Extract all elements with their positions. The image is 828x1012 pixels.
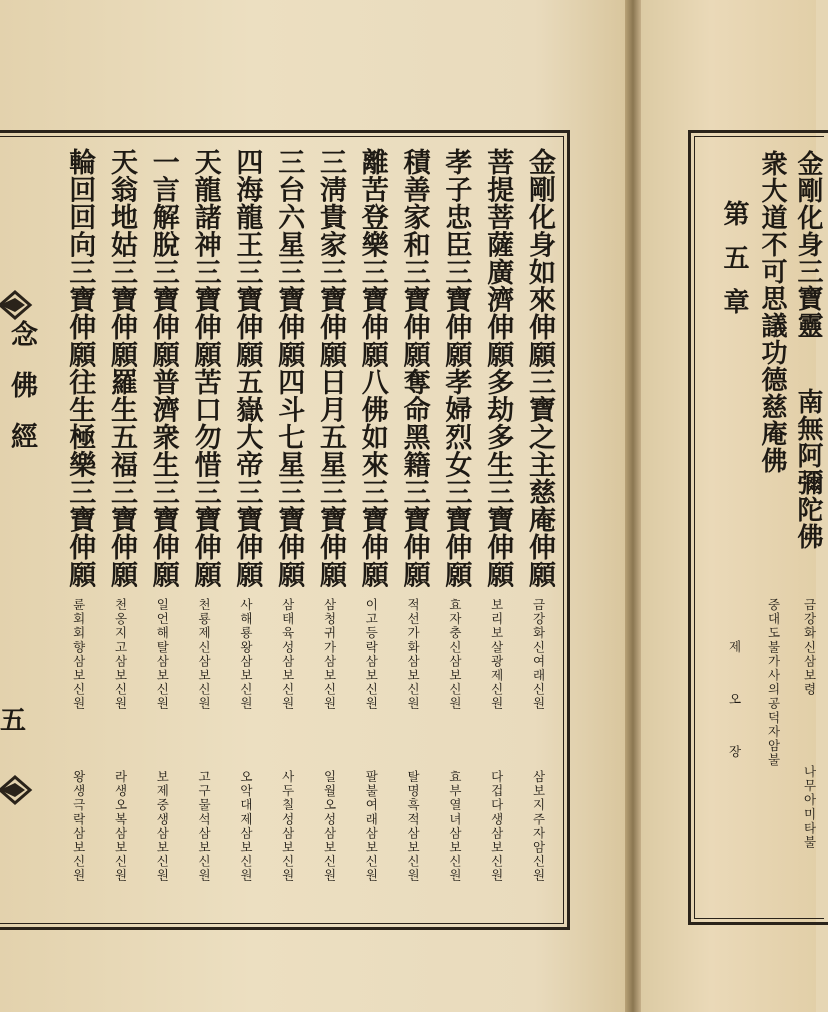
chapter-hangul: 제 오 장 (727, 640, 742, 776)
hangul-reading-top: 금강화신여래신원 (531, 598, 546, 711)
hangul-reading-top: 삼청귀가삼보신원 (322, 598, 337, 711)
hangul-reading-bottom: 삼보지주자암신원 (531, 770, 546, 883)
hangul-reading-bottom: 일월오성삼보신원 (322, 770, 337, 883)
hanja-column: 金剛化身如來伸願三寶之主慈庵伸願 (524, 148, 555, 588)
book-gutter (625, 0, 641, 1012)
hanja-column: 一言解脫三寶伸願普濟衆生三寶伸願 (147, 148, 179, 588)
hangul-reading-top: 천옹지고삼보신원 (113, 598, 128, 711)
ornament-icon (0, 775, 30, 805)
right-hangul-1-top: 금강화신삼보령 (802, 598, 817, 697)
hangul-reading-top: 보리보살광제신원 (489, 598, 505, 711)
hanja-column: 菩提菩薩廣濟伸願多劫多生三寶伸願 (482, 148, 514, 588)
hangul-reading-bottom: 보제중생삼보신원 (154, 770, 170, 883)
hanja-column: 天翁地姑三寶伸願羅生五福三寶伸願 (106, 148, 137, 588)
hangul-reading-top: 일언해탈삼보신원 (154, 598, 170, 711)
hangul-reading-bottom: 팔불여래삼보신원 (363, 770, 379, 883)
page-number: 五 (0, 706, 27, 736)
hangul-reading-top: 이고등락삼보신원 (363, 598, 379, 711)
hanja-column: 積善家和三寶伸願奪命黑籍三寶伸願 (398, 148, 430, 588)
hangul-reading-bottom: 라생오복삼보신원 (113, 770, 128, 883)
hangul-reading-bottom: 효부열녀삼보신원 (447, 770, 463, 883)
hanja-column: 三台六星三寶伸願四斗七星三寶伸願 (273, 148, 305, 588)
hangul-reading-top: 사해룡왕삼보신원 (238, 598, 254, 711)
hanja-column: 孝子忠臣三寶伸願孝婦烈女三寶伸願 (440, 148, 472, 588)
right-hangul-2: 중대도불가사의공덕자암불 (766, 598, 781, 768)
right-column-1-bottom: 南無阿彌陀佛 (793, 388, 823, 550)
hangul-reading-top: 적선가화삼보신원 (405, 598, 421, 711)
hanja-column: 離苦登樂三寶伸願八佛如來三寶伸願 (356, 148, 388, 588)
hangul-reading-top: 효자충신삼보신원 (447, 598, 463, 711)
hangul-reading-bottom: 왕생극락삼보신원 (71, 770, 87, 883)
right-hangul-1-bottom: 나무아미타불 (802, 765, 817, 850)
hangul-reading-bottom: 탈명흑적삼보신원 (405, 770, 421, 883)
right-column-1-top: 金剛化身三寶靈 (793, 150, 823, 339)
chapter-heading: 第五章 (719, 200, 749, 332)
hanja-column: 輪回回向三寶伸願往生極樂三寶伸願 (64, 148, 96, 588)
hanja-column: 天龍諸神三寶伸願苦口勿惜三寶伸願 (189, 148, 221, 588)
right-column-2: 衆大道不可思議功德慈庵佛 (757, 150, 787, 474)
hangul-reading-bottom: 다겁다생삼보신원 (489, 770, 505, 883)
ornament-icon (0, 290, 30, 320)
hanja-column: 三淸貴家三寶伸願日月五星三寶伸願 (315, 148, 346, 588)
hangul-reading-top: 천룡제신삼보신원 (196, 598, 212, 711)
hangul-reading-bottom: 오악대제삼보신원 (238, 770, 254, 883)
hangul-reading-top: 삼태육성삼보신원 (280, 598, 296, 711)
side-title: 念佛經 (6, 320, 37, 473)
hanja-column: 四海龍王三寶伸願五嶽大帝三寶伸願 (231, 148, 263, 588)
hangul-reading-top: 륜회회향삼보신원 (71, 598, 87, 711)
hangul-reading-bottom: 사두칠성삼보신원 (280, 770, 296, 883)
hangul-reading-bottom: 고구물석삼보신원 (196, 770, 212, 883)
